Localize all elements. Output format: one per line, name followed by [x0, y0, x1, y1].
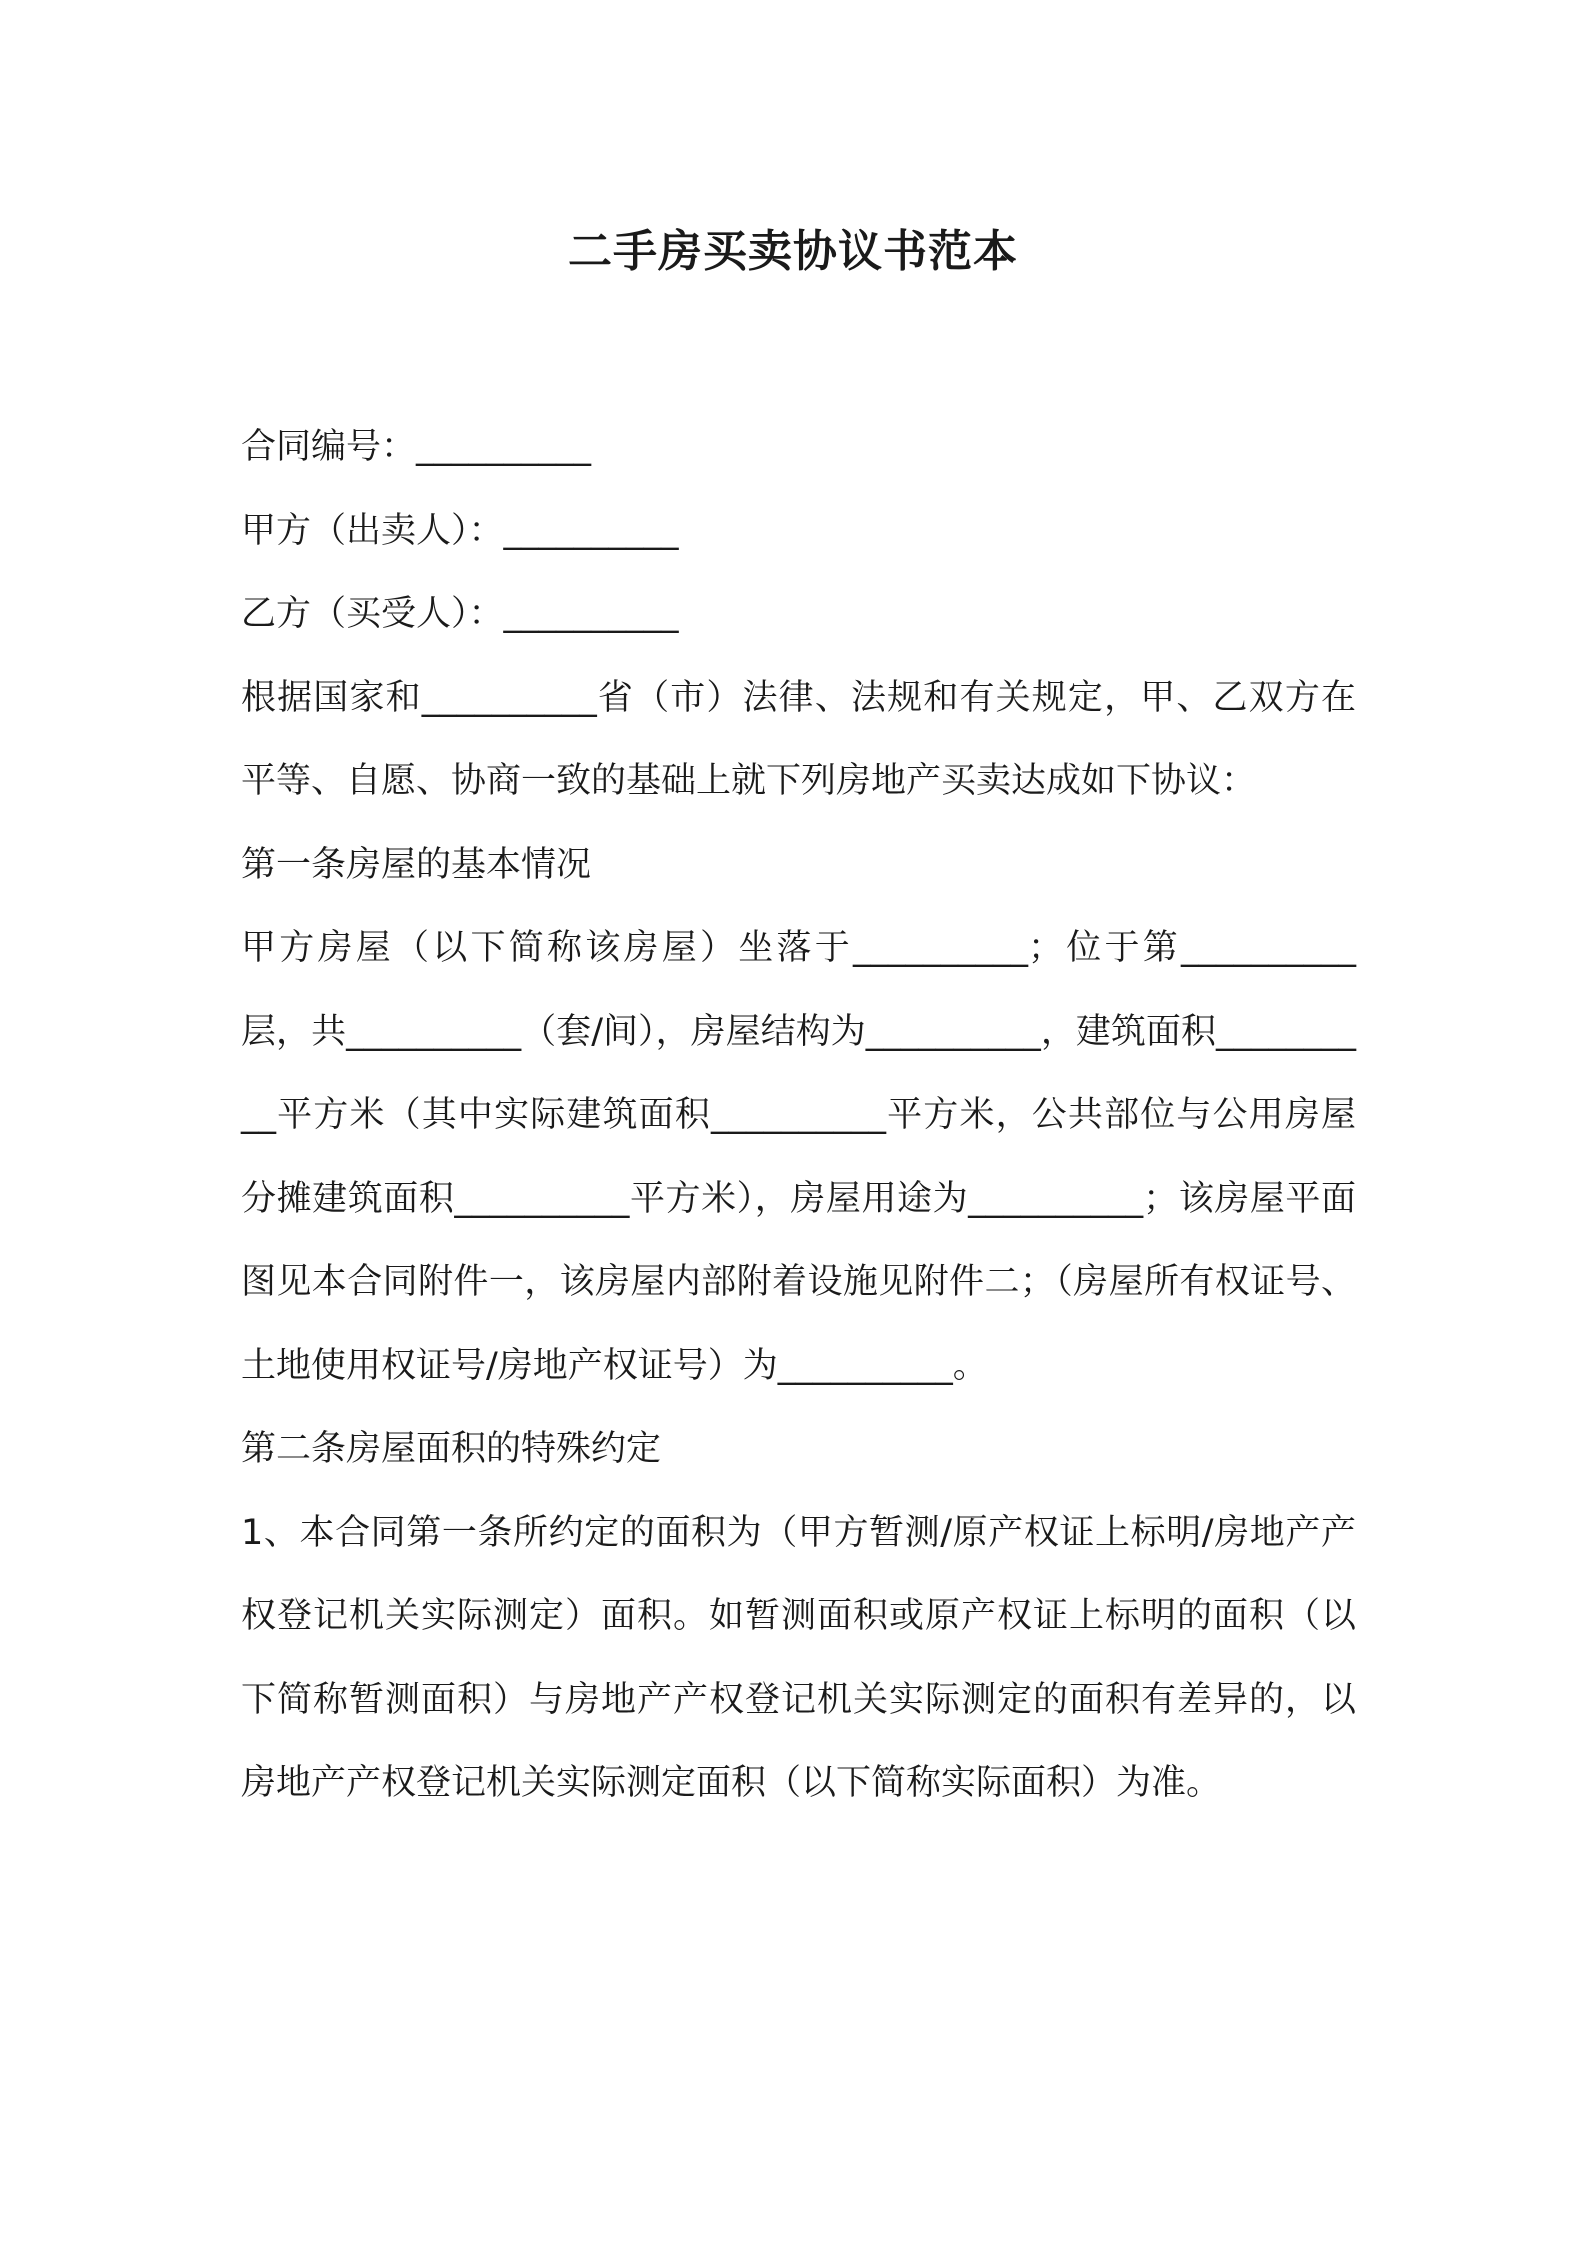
contract-number-field: 合同编号：__________	[241, 427, 592, 467]
document-title: 二手房买卖协议书范本	[568, 226, 1018, 277]
intro-paragraph: 根据国家和__________省（市）法律、法规和有关规定，甲、乙双方在平等、自愿、协商一致的基础上就下列房地产买卖达成如下协议：	[241, 677, 1356, 801]
article-1-text: 甲方房屋（以下简称该房屋）坐落于__________；位于第__________层，共__________（套/间），房屋结构为__________，建筑面积__________平方米（其中实际建筑面积__________平方米，公共部位与公用房屋分摊建筑面积__________平方米），房屋用途为__________；该房屋平面图见本合同附件一，该房屋内部附着设施见附件二；（房屋所有权证号、土地使用权证号/房地产权证号）为__________。	[241, 928, 1356, 1386]
article-1-heading: 第一条房屋的基本情况	[241, 844, 592, 885]
article-2-text: 1、本合同第一条所约定的面积为（甲方暂测/原产权证上标明/房地产产权登记机关实际测定）面积。如暂测面积或原产权证上标明的面积（以下简称暂测面积）与房地产产权登记机关实际测定的面积有差异的，以房地产产权登记机关实际测定面积（以下简称实际面积）为准。	[241, 1512, 1356, 1803]
party-a-field: 甲方（出卖人）：__________	[241, 510, 679, 551]
document-body	[241, 406, 1356, 1826]
article-2-heading: 第二条房屋面积的特殊约定	[241, 1429, 662, 1469]
party-b-field: 乙方（买受人）：__________	[241, 594, 679, 634]
